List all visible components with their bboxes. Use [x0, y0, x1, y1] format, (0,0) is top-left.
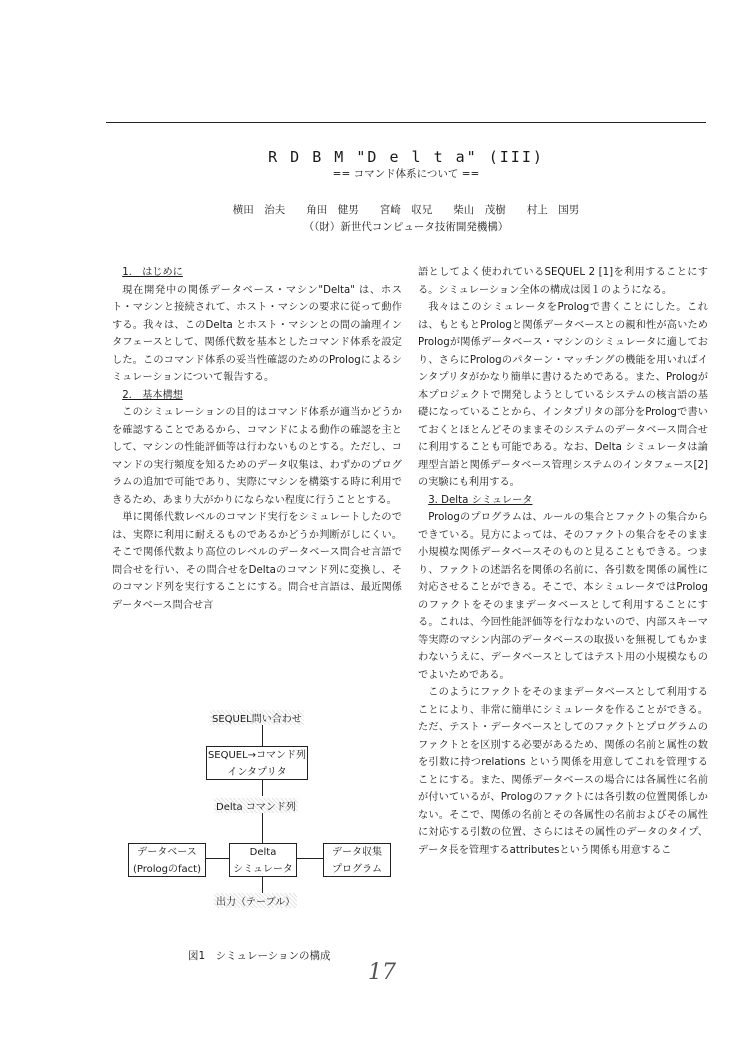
section-heading-concept: 2. 基本構想	[122, 389, 183, 401]
flow-arrow	[262, 813, 263, 843]
affiliation: （（財）新世代コンピュータ技術開発機構）	[303, 221, 509, 233]
box-text: (Prologのfact)	[133, 864, 201, 875]
paragraph: 単に関係代数レベルのコマンド実行をシミュレートしたのでは、実際に利用に耐えるものであるかどうか判断がしにくい。そこで関係代数より高位のレベルのデータベース問合せ言語で問合せを行い、その問合せをDeltaのコマンド列に変換し、そのコマンド列を実行することにする。問合せ言語は、最近関係データベース問合せ言	[112, 512, 402, 611]
paragraph: 我々はこのシミュレータをPrologで書くことにした。これは、もともとPrologと関係データベースとの親和性が高いためPrologが関係データベース・マシンのシミュレータに適しており、さらにPrologのパターン・マッチングの機能を用いればインタプリタがかなり簡単に書けるためである。また、Prologが本プロジェクトで開発しようとしているシステムの核言語の基礎になっていることから、インタプリタの部分をPrologで書いておくとほとんどそのままそのシステムのデータベース問合せに利用することも可能である。なお、Delta シミュレータは論理型言語と関係データベース管理システムのインタフェース[2] の実験にも利用する。	[418, 302, 708, 488]
label-output-table: 出力（テーブル）	[214, 893, 297, 908]
right-column	[418, 264, 708, 859]
label-sequel-query: SEQUEL問い合わせ	[210, 710, 304, 725]
paper-title: R D B M "D e l t a" (III)	[268, 148, 544, 166]
figure-caption: 図1 シミュレーションの構成	[188, 950, 331, 962]
author-list: 横田 治夫 角田 健男 宮崎 収兄 柴山 茂樹 村上 国男	[232, 204, 580, 216]
paragraph: 語としてよく使われているSEQUEL 2 [1]を利用することにする。シミュレーション全体の構成は図１のようになる。	[418, 267, 708, 296]
section-heading-intro: 1. はじめに	[122, 267, 183, 278]
header-rule	[106, 122, 706, 123]
box-database	[128, 843, 206, 877]
page-number: 17	[368, 960, 396, 985]
section-heading-simulator: 3. Delta シミュレータ	[428, 494, 533, 506]
connector-line	[206, 858, 229, 859]
box-text: シミュレータ	[233, 864, 293, 875]
box-text: データ収集	[332, 847, 382, 858]
paragraph: Prologのプログラムは、ルールの集合とファクトの集合からできている。見方によっては、そのファクトの集合をそのまま小規模な関係データベースそのものと見ることもできる。つまり、ファクトの述語名を関係の名前に、各引数を関係の属性に対応させることができる。そこで、本シミュレータではPrologのファクトをそのままデータベースとして利用することにする。これは、今回性能評価等を行なわないので、内部スキーマ等実際のマシン内部のデータベースの取扱いを無視してもかまわないうえに、データベースとしてはテスト用の小規模なものでよいためである。	[418, 512, 708, 681]
box-data-collection	[323, 843, 391, 877]
connector-line	[297, 858, 323, 859]
box-text: Delta	[249, 847, 277, 858]
flow-arrow	[262, 780, 263, 796]
paper-subtitle: == コマンド体系について ==	[332, 168, 480, 180]
label-delta-commands: Delta コマンド列	[214, 798, 298, 813]
box-text: インタプリタ	[227, 767, 287, 778]
box-delta-simulator	[229, 843, 297, 877]
box-text: データベース	[137, 847, 197, 858]
left-column	[112, 264, 402, 614]
box-text: プログラム	[332, 864, 382, 875]
paragraph: このシミュレーションの目的はコマンド体系が適当かどうかを確認することであるから、コマンドによる動作の確認を主として、マシンの性能評価等は行わないものとする。ただし、コマンドの実行頻度を知るためのデータ収集は、わずかのプログラムの追加で可能であり、実際にマシンを構築する時に利用できるため、あまり大がかりにならない程度に行うこととする。	[112, 407, 402, 506]
box-text: SEQUEL→コマンド列	[207, 750, 307, 761]
box-interpreter	[206, 746, 308, 780]
paragraph: 現在開発中の関係データベース・マシン"Delta" は、ホスト・マシンと接続されて、ホスト・マシンの要求に従って動作する。我々は、このDelta とホスト・マシンとの間の論理インタフェースとして、関係代数を基本としたコマンド体系を設定した。このコマンド体系の妥当性確認のためのPrologによるシミュレーションについて報告する。	[112, 284, 402, 383]
paragraph: このようにファクトをそのままデータベースとして利用することにより、非常に簡単にシミュレータを作ることができる。ただ、テスト・データベースとしてのファクトとプログラムのファクトとを区別する必要があるため、関係の名前と属性の数を引数に持つrelations という関係を用意してこれを管理することにする。また、関係データベースの場合には各属性に名前が付いているが、Prologのファクトには各引数の位置関係しかない。そこで、関係の名前とその各属性の名前およびその属性に対応する引数の位置、さらにはその属性のデータのタイプ、データ長を管理するattributesという関係も用意するこ	[418, 687, 708, 856]
